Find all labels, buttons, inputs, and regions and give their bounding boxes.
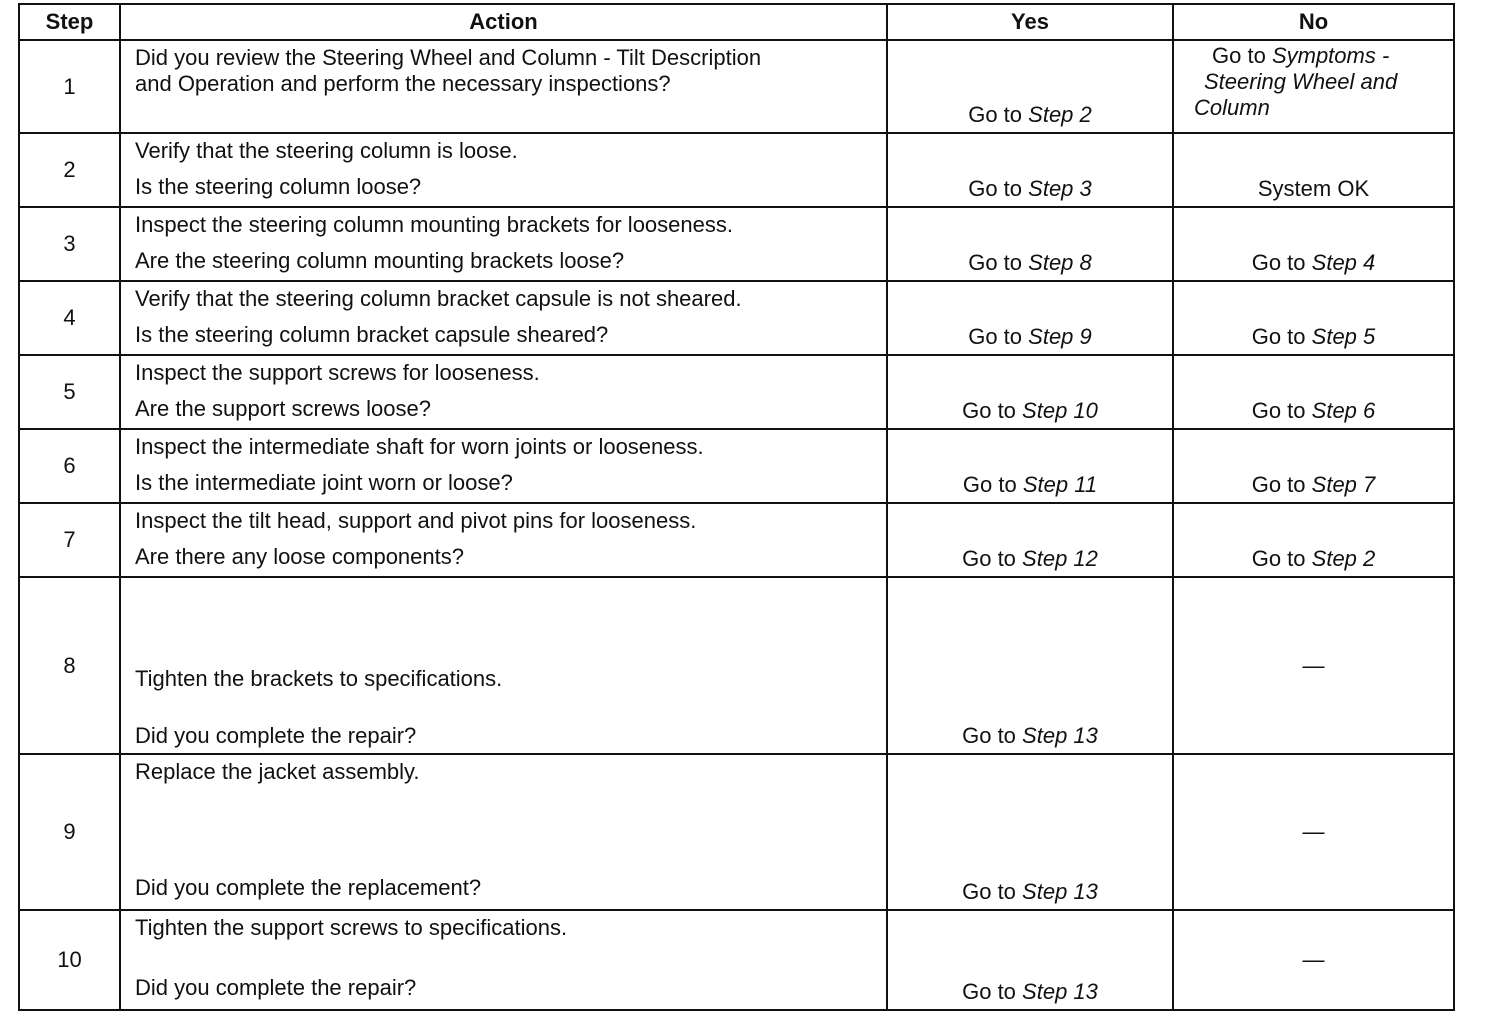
no-cell <box>1173 503 1454 577</box>
no-symptoms-link-line2[interactable]: Steering Wheel and <box>1204 69 1398 94</box>
no-cell <box>1173 355 1454 429</box>
table-row <box>19 281 1454 355</box>
no-cell <box>1173 133 1454 207</box>
no-cell <box>1173 577 1454 754</box>
yes-prefix: Go to <box>962 979 1016 1004</box>
header-yes: Yes <box>887 4 1173 40</box>
action-text: Did you review the Steering Wheel and Column - Tilt Description <box>135 45 762 70</box>
yes-step-link[interactable]: Step 12 <box>1022 546 1098 571</box>
yes-prefix: Go to <box>968 102 1023 127</box>
action-text: Verify that the steering column is loose. <box>135 138 518 163</box>
no-step-link[interactable]: Step 2 <box>1311 546 1376 571</box>
yes-prefix: Go to <box>968 324 1023 349</box>
action-question: Is the steering column bracket capsule sheared? <box>135 322 609 347</box>
action-text: Verify that the steering column bracket capsule is not sheared. <box>135 286 742 311</box>
step-number: 2 <box>19 133 120 207</box>
no-prefix: Go to <box>1251 250 1306 275</box>
action-question: Is the steering column loose? <box>135 174 422 199</box>
no-dash: — <box>1302 819 1325 844</box>
no-step-link[interactable]: Step 4 <box>1311 250 1376 275</box>
action-cell <box>120 281 887 355</box>
yes-cell <box>887 133 1173 207</box>
header-no: No <box>1173 4 1454 40</box>
yes-cell <box>887 281 1173 355</box>
yes-cell <box>887 503 1173 577</box>
step-number: 1 <box>19 40 120 133</box>
no-step-link[interactable]: Step 6 <box>1311 398 1376 423</box>
action-question: Did you complete the repair? <box>135 723 417 748</box>
action-cell <box>120 207 887 281</box>
yes-prefix: Go to <box>968 176 1023 201</box>
no-dash: — <box>1302 652 1325 678</box>
action-text: Inspect the intermediate shaft for worn joints or looseness. <box>135 434 704 459</box>
step-number: 8 <box>19 577 120 754</box>
yes-cell <box>887 910 1173 1010</box>
yes-step-link[interactable]: Step 2 <box>1028 102 1092 127</box>
header-action: Action <box>120 4 887 40</box>
table-row <box>19 503 1454 577</box>
no-step-link[interactable]: Step 5 <box>1311 324 1376 349</box>
table-row <box>19 40 1454 133</box>
no-symptoms-link-line3[interactable]: Column <box>1194 95 1270 120</box>
action-question: Did you complete the repair? <box>135 975 417 1000</box>
yes-prefix: Go to <box>968 250 1023 275</box>
no-prefix: Go to <box>1251 324 1306 349</box>
step-number: 9 <box>19 754 120 910</box>
yes-step-link[interactable]: Step 13 <box>1022 879 1098 904</box>
action-text: Inspect the steering column mounting brackets for looseness. <box>135 212 733 237</box>
yes-cell <box>887 40 1173 133</box>
no-dash: — <box>1302 947 1325 972</box>
yes-prefix: Go to <box>962 546 1016 571</box>
action-cell <box>120 355 887 429</box>
yes-step-link[interactable]: Step 10 <box>1022 398 1098 423</box>
yes-prefix: Go to <box>962 723 1016 748</box>
yes-cell <box>887 207 1173 281</box>
action-question: Are the support screws loose? <box>135 396 431 421</box>
yes-prefix: Go to <box>962 398 1016 423</box>
action-cell <box>120 577 887 754</box>
action-question: Are there any loose components? <box>135 544 464 569</box>
yes-cell <box>887 355 1173 429</box>
yes-step-link[interactable]: Step 8 <box>1028 250 1092 275</box>
no-cell <box>1173 910 1454 1010</box>
no-cell <box>1173 429 1454 503</box>
yes-cell <box>887 754 1173 910</box>
no-prefix: Go to <box>1251 546 1306 571</box>
action-question: and Operation and perform the necessary inspections? <box>135 71 671 96</box>
step-number: 3 <box>19 207 120 281</box>
table-row <box>19 355 1454 429</box>
table-row <box>19 429 1454 503</box>
table-row <box>19 754 1454 910</box>
step-number: 4 <box>19 281 120 355</box>
yes-step-link[interactable]: Step 3 <box>1028 176 1092 201</box>
table-row <box>19 207 1454 281</box>
no-cell <box>1173 754 1454 910</box>
yes-step-link[interactable]: Step 9 <box>1028 324 1092 349</box>
header-step: Step <box>19 4 120 40</box>
step-number: 6 <box>19 429 120 503</box>
yes-step-link[interactable]: Step 13 <box>1022 723 1098 748</box>
diagnostic-table-page <box>18 3 1453 1011</box>
table-row <box>19 133 1454 207</box>
no-status-text: System OK <box>1257 176 1370 201</box>
action-cell <box>120 133 887 207</box>
action-cell <box>120 429 887 503</box>
no-prefix: Go to <box>1251 472 1306 497</box>
yes-cell <box>887 577 1173 754</box>
no-cell <box>1173 40 1454 133</box>
action-cell <box>120 754 887 910</box>
table-header-row <box>19 4 1454 40</box>
yes-cell <box>887 429 1173 503</box>
table-row <box>19 910 1454 1010</box>
no-prefix: Go to <box>1251 398 1306 423</box>
step-number: 7 <box>19 503 120 577</box>
action-cell <box>120 40 887 133</box>
no-step-link[interactable]: Step 7 <box>1311 472 1376 497</box>
action-cell <box>120 503 887 577</box>
no-cell <box>1173 207 1454 281</box>
action-text: Tighten the support screws to specifications. <box>135 915 568 940</box>
no-cell <box>1173 281 1454 355</box>
action-text: Inspect the tilt head, support and pivot pins for looseness. <box>135 508 697 533</box>
yes-step-link[interactable]: Step 13 <box>1022 979 1098 1004</box>
diagnostic-table <box>18 3 1455 1011</box>
yes-step-link[interactable]: Step 11 <box>1022 472 1098 497</box>
action-text: Replace the jacket assembly. <box>135 759 420 784</box>
action-question: Is the intermediate joint worn or loose? <box>135 470 513 495</box>
action-question: Are the steering column mounting brackets loose? <box>135 248 625 273</box>
step-number: 10 <box>19 910 120 1010</box>
action-cell <box>120 910 887 1010</box>
table-row <box>19 577 1454 754</box>
action-question: Did you complete the replacement? <box>135 875 482 900</box>
yes-prefix: Go to <box>962 879 1016 904</box>
action-text: Tighten the brackets to specifications. <box>135 666 503 691</box>
step-number: 5 <box>19 355 120 429</box>
yes-prefix: Go to <box>962 472 1017 497</box>
no-prefix: Go to <box>1212 43 1266 68</box>
action-text: Inspect the support screws for looseness. <box>135 360 540 385</box>
no-symptoms-link[interactable]: Symptoms - <box>1271 43 1390 68</box>
